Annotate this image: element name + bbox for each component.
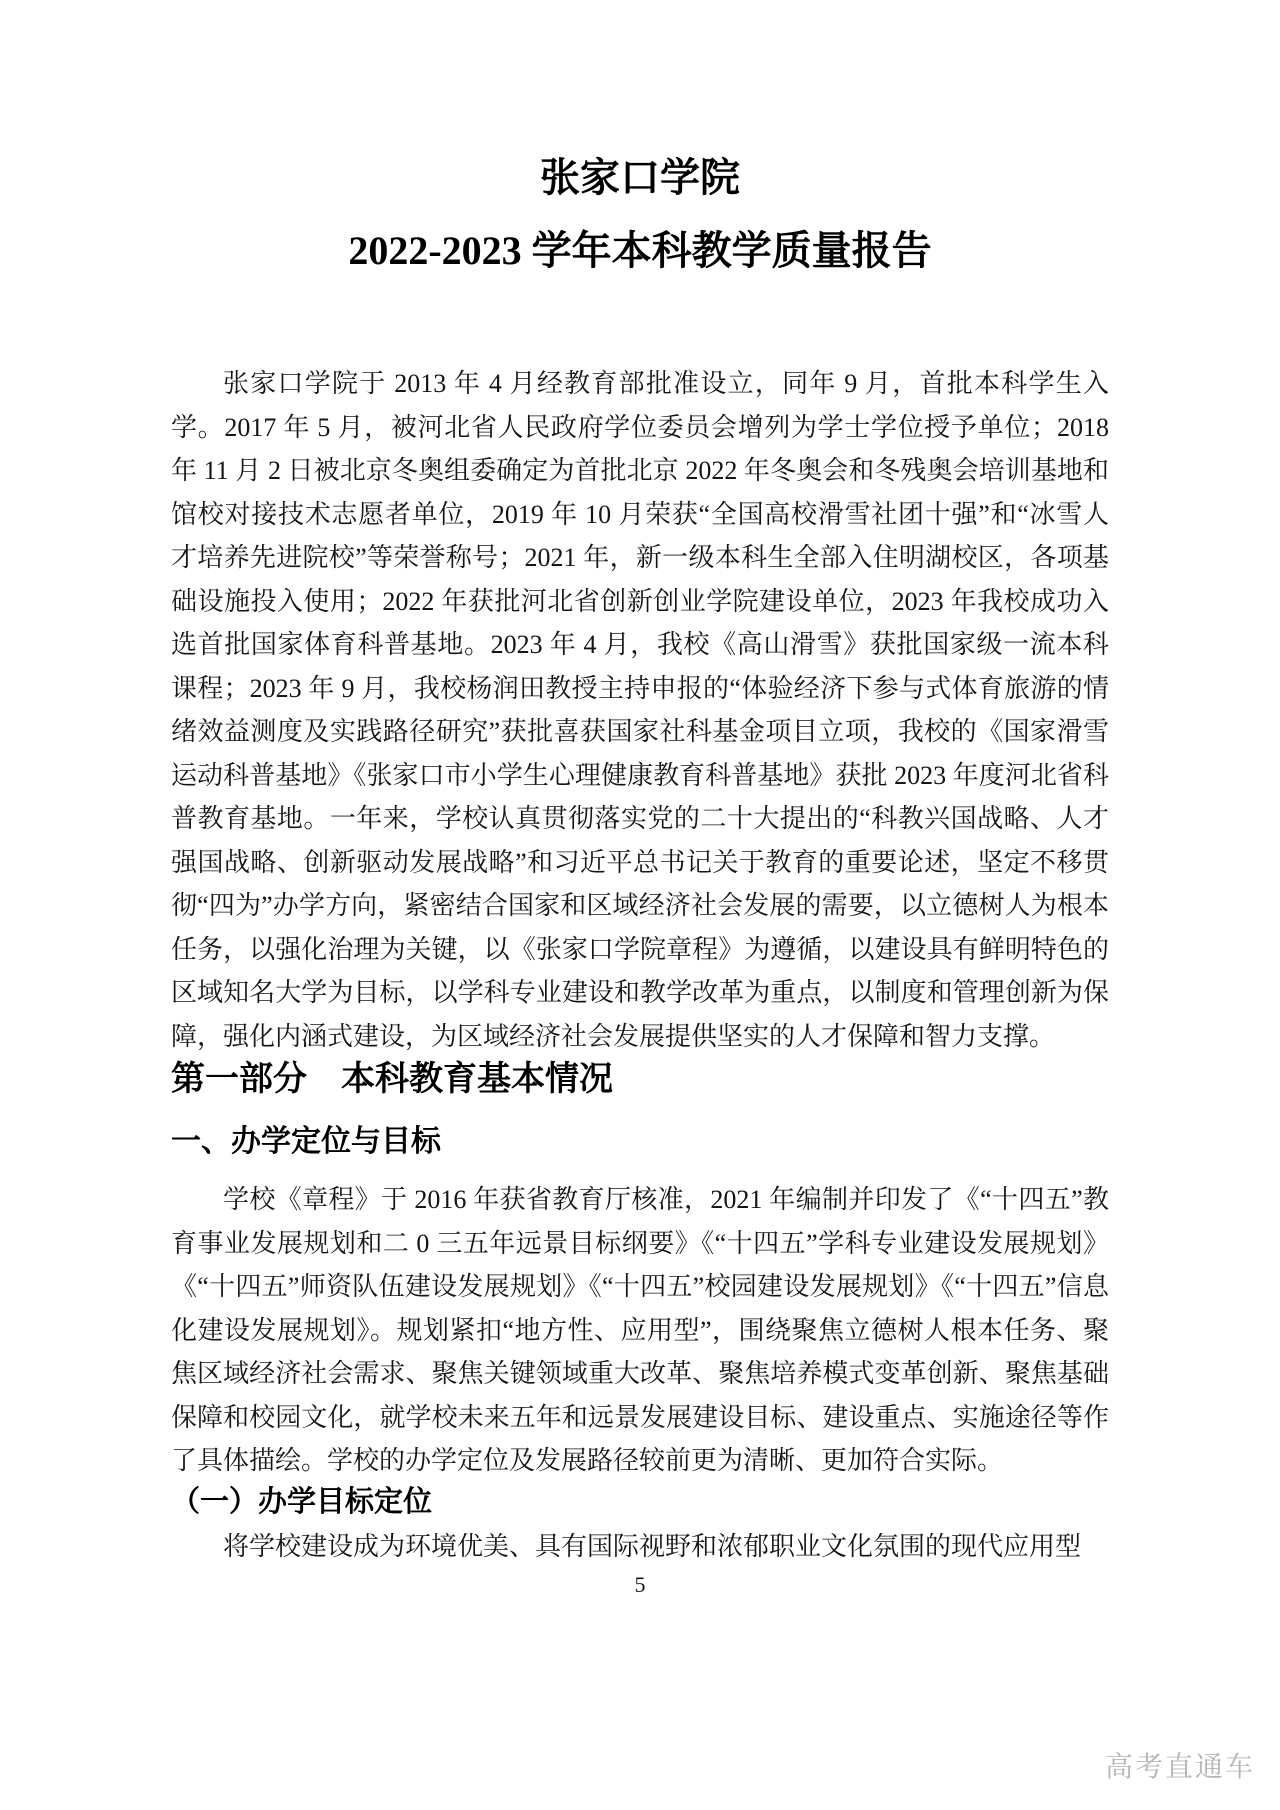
doc-title-line2: 2022-2023 学年本科教学质量报告 — [348, 228, 932, 273]
doc-title-line1: 张家口学院 — [540, 155, 740, 200]
part1-heading: 第一部分 本科教育基本情况 — [171, 1060, 613, 1098]
page-content — [171, 0, 1109, 1599]
section1-paragraph: 学校《章程》于 2016 年获省教育厅核准，2021 年编制并印发了《“十四五”教育事业发展规划和二 0 三五年远景目标纲要》《“十四五”学科专业建设发展规划》《“十四五”师资队伍建设发展规划》《“十四五”校园建设发展规划》《“十四五”信息化建设发展规划》。规划紧扣“地方性、应用型”，围绕聚焦立德树人根本任务、聚焦区域经济社会需求、聚焦关键领域重大改革、聚焦培养模式变革创新、聚焦基础保障和校园文化，就学校未来五年和远景发展建设目标、建设重点、实施途径等作了具体描绘。学校的办学定位及发展路径较前更为清晰、更加符合实际。 — [171, 1185, 1109, 1475]
subsection1-paragraph: 将学校建设成为环境优美、具有国际视野和浓郁职业文化氛围的现代应用型 — [223, 1531, 1082, 1561]
watermark: 高考直通车 — [1104, 1751, 1255, 1782]
subsection1-heading: （一）办学目标定位 — [171, 1485, 433, 1518]
page-number: 5 — [634, 1572, 646, 1597]
intro-paragraph: 张家口学院于 2013 年 4 月经教育部批准设立，同年 9 月，首批本科学生入学。2017 年 5 月，被河北省人民政府学位委员会增列为学士学位授予单位；2018 年 11 月 2 日被北京冬奥组委确定为首批北京 2022 年冬奥会和冬残奥会培训基地和馆校对接技术志愿者单位，2019 年 10 月荣获“全国高校滑雪社团十强”和“冰雪人才培养先进院校”等荣誉称号；2021 年，新一级本科生全部入住明湖校区，各项基础设施投入使用；2022 年获批河北省创新创业学院建设单位，2023 年我校成功入选首批国家体育科普基地。2023 年 4 月，我校《高山滑雪》获批国家级一流本科课程；2023 年 9 月，我校杨润田教授主持申报的“体验经济下参与式体育旅游的情绪效益测度及实践路径研究”获批喜获国家社科基金项目立项，我校的《国家滑雪运动科普基地》《张家口市小学生心理健康教育科普基地》获批 2023 年度河北省科普教育基地。一年来，学校认真贯彻落实党的二十大提出的“科教兴国战略、人才强国战略、创新驱动发展战略”和习近平总书记关于教育的重要论述，坚定不移贯彻“四为”办学方向，紧密结合国家和区域经济社会发展的需要，以立德树人为根本任务，以强化治理为关键，以《张家口学院章程》为遵循，以建设具有鲜明特色的区域知名大学为目标，以学科专业建设和教学改革为重点，以制度和管理创新为保障，强化内涵式建设，为区域经济社会发展提供坚实的人才保障和智力支撑。 — [171, 369, 1109, 1051]
section1-heading: 一、办学定位与目标 — [171, 1125, 441, 1158]
